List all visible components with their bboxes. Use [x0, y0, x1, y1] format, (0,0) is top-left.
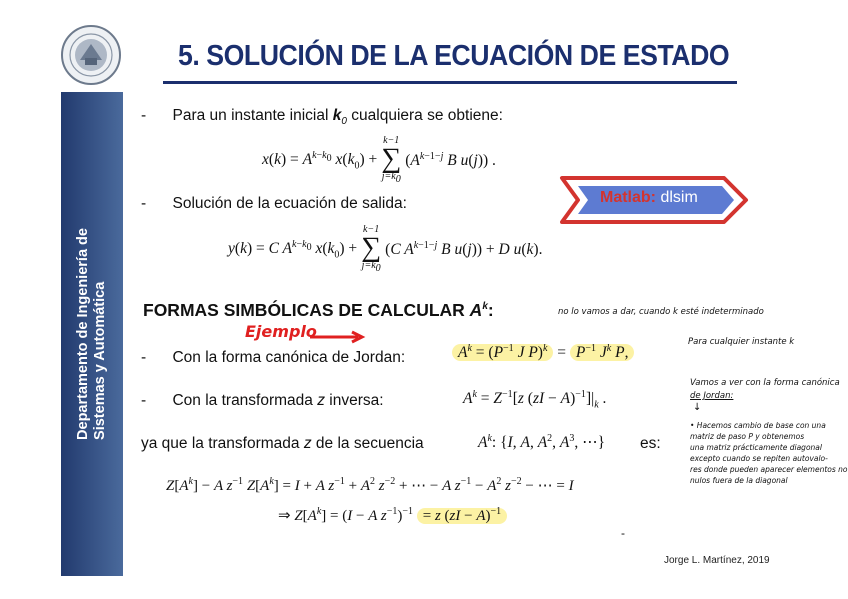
handwritten-note-block	[690, 420, 848, 486]
sidebar-text	[61, 92, 123, 576]
section-heading-text: FORMAS SIMBÓLICAS DE CALCULAR	[143, 300, 465, 320]
jordan-equation: $A^k = (P^{-1}$ J $P)^k = P^{-1}$ $J^k$ P,	[452, 343, 634, 362]
university-seal-icon	[60, 24, 122, 86]
bullet-1-var: k	[332, 107, 342, 124]
section-heading-var: A	[469, 300, 483, 320]
output-solution-equation: y(k) = C $A^{k-k_0}$ $x(k_0)$ + k−1 ∑ $j=k_0$ (C $A^{k-1-j}$ B u(j)) + D u(k).	[228, 224, 543, 274]
bullet-dash: -	[141, 107, 147, 124]
note-line: nulos fuera de la diagonal	[690, 476, 788, 485]
state-solution-equation: $x(k) = A^{k-k_0}$ $x(k_0)$ + k−1 ∑ $j=k_0$ ($A^{k-1-j}$ B u(j)) .	[262, 135, 496, 185]
footer-author: Jorge L. Martínez, 2019	[664, 555, 770, 566]
ya-que-mid: de la secuencia	[315, 435, 424, 452]
bullet-1	[141, 107, 503, 127]
note-line: matriz de paso P y obtenemos	[690, 432, 805, 441]
handwritten-note-top: no lo vamos a dar, cuando k esté indeterminado	[558, 307, 764, 317]
section-heading	[143, 300, 494, 321]
handwritten-para: Para cualquier instante k	[688, 337, 795, 347]
section-heading-colon: :	[487, 300, 494, 320]
bullet-4-text: Con la transformada	[172, 392, 313, 409]
ya-que-post: es:	[640, 435, 661, 452]
department-line-1: Departamento de Ingeniería de	[75, 228, 92, 440]
z-transform-result: ⇒ $Z[A^k] = (I - A$ $z^{-1})^{-1} = z$ (zI − A)$^{-1}$	[278, 506, 507, 525]
z-transform-derivation: $Z[A^k] - A$ $z^{-1}$ $Z[A^k] = I + A$ $z^{-1} + A^2$ $z^{-2}$ + ⋯ − A $z^{-1} - A^2$ $z^{-2}$ − ⋯ = I	[166, 476, 574, 494]
page-title: 5. SOLUCIÓN DE LA ECUACIÓN DE ESTADO	[178, 40, 730, 72]
department-line-2: Sistemas y Automática	[92, 281, 109, 440]
note-line: res donde pueden aparecer elementos no	[690, 465, 848, 474]
title-underline	[163, 81, 737, 84]
bullet-4	[141, 392, 384, 410]
ya-que-var: z	[303, 435, 312, 452]
bullet-2	[141, 195, 407, 213]
bullet-4-end: inversa:	[329, 392, 384, 409]
handwritten-vamos: Vamos a ver con la forma canónica	[690, 378, 840, 388]
bullet-1-text: Para un instante inicial	[172, 107, 329, 124]
bullet-1-end: cualquiera se obtiene:	[351, 107, 503, 124]
section-heading-sup: k	[482, 301, 488, 313]
matlab-function: dlsim	[660, 189, 698, 206]
bullet-3	[141, 349, 405, 367]
bullet-dash: -	[141, 392, 147, 409]
matlab-callout	[600, 189, 698, 207]
bullet-3-text: Con la forma canónica de Jordan:	[172, 349, 406, 366]
note-line: excepto cuando se repiten autovalo-	[690, 454, 828, 463]
handwritten-de-jordan: de Jordan:	[690, 391, 734, 401]
matlab-label: Matlab:	[600, 189, 656, 206]
bullet-dash: -	[141, 349, 147, 366]
bullet-1-sub: 0	[341, 116, 347, 128]
bullet-2-text: Solución de la ecuación de salida:	[172, 195, 407, 212]
z-inverse-equation: $A^k = Z^{-1}[z$ $(zI - A)^{-1}]|_k$ .	[463, 389, 607, 411]
bullet-dash: -	[141, 195, 147, 212]
note-line: • Hacemos cambio de base con una	[690, 421, 826, 430]
stray-dash: -	[621, 526, 625, 540]
bullet-4-var: z	[317, 392, 325, 409]
arrow-right-icon	[308, 330, 366, 344]
note-line: una matriz prácticamente diagonal	[690, 443, 822, 452]
handwritten-ejemplo: Ejemplo	[245, 322, 317, 341]
ya-que-line	[141, 435, 424, 453]
ya-que-pre: ya que la transformada	[141, 435, 300, 452]
sequence-math: $A^k$: {I, A, $A^2$, $A^3$, ⋯}	[478, 433, 606, 452]
handwritten-down-arrow: ↓	[693, 402, 702, 413]
